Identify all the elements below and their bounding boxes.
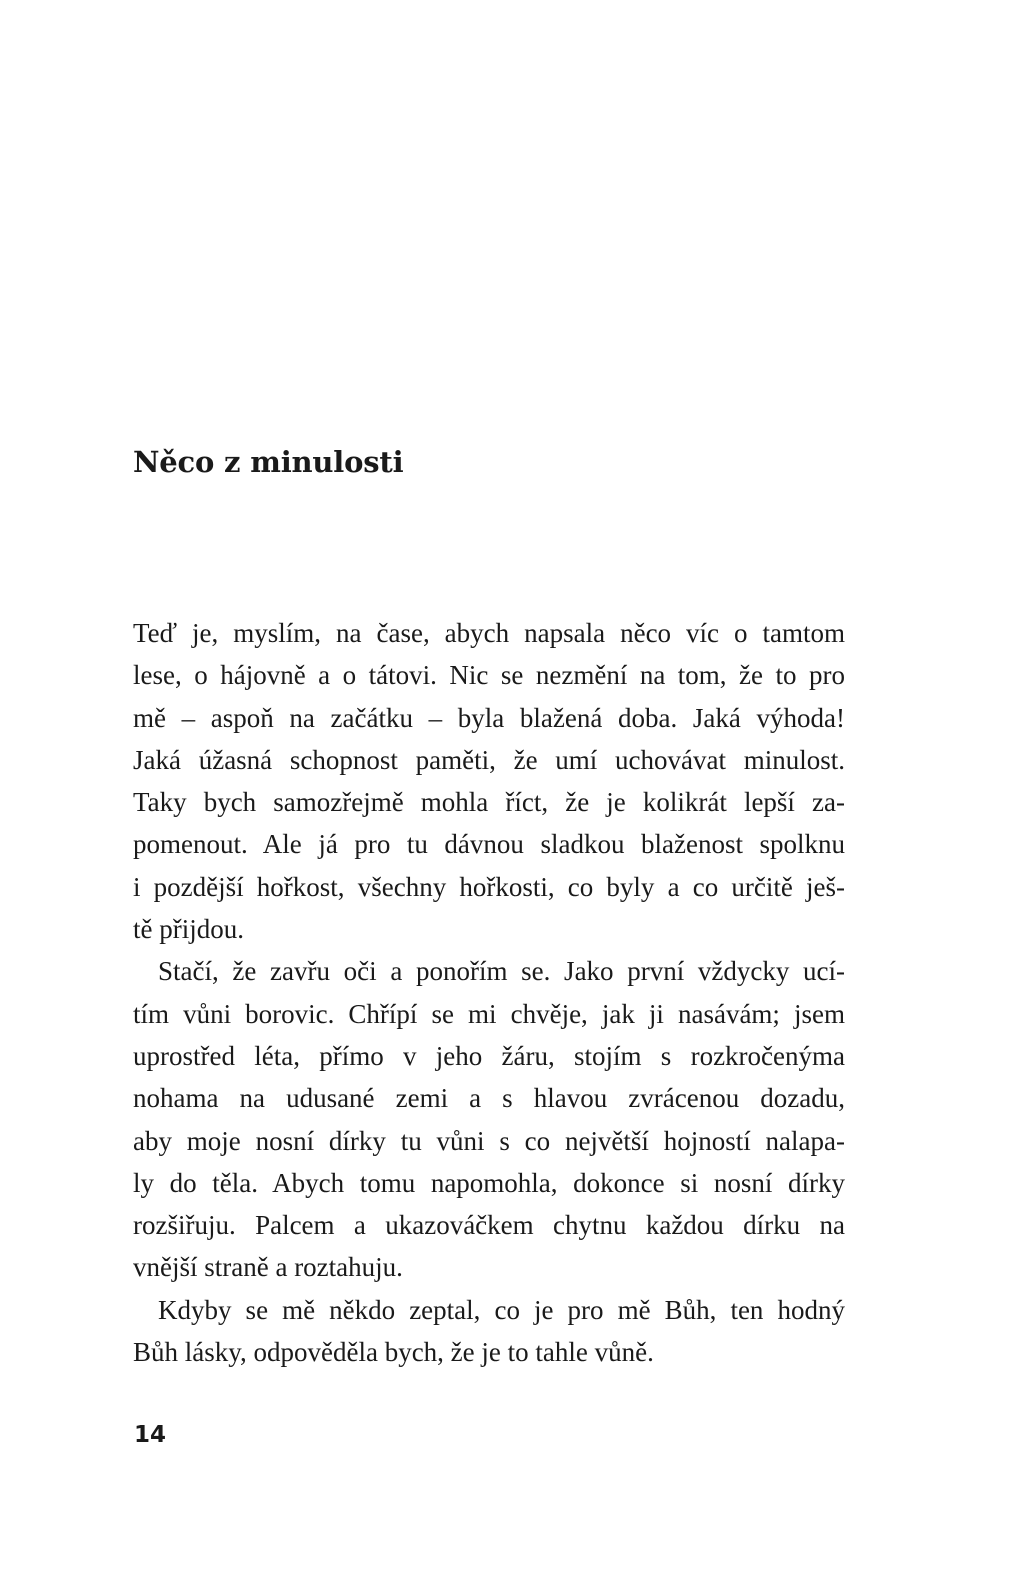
text-line: Stačí, že zavřu oči a ponořím se. Jako první vždycky ucí- xyxy=(158,956,845,987)
text-line: lese, o hájovně a o tátovi. Nic se nezmění na tom, že to pro xyxy=(133,660,845,691)
text-line: Bůh lásky, odpověděla bych, že je to tahle vůně. xyxy=(133,1337,654,1368)
text-line: uprostřed léta, přímo v jeho žáru, stojím s rozkročenýma xyxy=(133,1040,845,1071)
text-line: nohama na udusané zemi a s hlavou zvrácenou dozadu, xyxy=(133,1083,845,1114)
text-line: vnější straně a roztahuju. xyxy=(133,1252,403,1283)
text-line: Kdyby se mě někdo zeptal, co je pro mě Bůh, ten hodný xyxy=(158,1294,845,1325)
chapter-title: Něco z minulosti xyxy=(133,445,404,479)
text-line: ly do těla. Abych tomu napomohla, dokonce si nosní dírky xyxy=(133,1167,845,1198)
text-line: mě – aspoň na začátku – byla blažená doba. Jaká výhoda! xyxy=(133,702,845,733)
paragraph-1 xyxy=(133,612,845,950)
text-line: tím vůni borovic. Chřípí se mi chvěje, jak ji nasávám; jsem xyxy=(133,998,845,1029)
text-line: Jaká úžasná schopnost paměti, že umí uchovávat minulost. xyxy=(133,744,845,775)
text-line: Teď je, myslím, na čase, abych napsala něco víc o tamtom xyxy=(133,618,845,648)
paragraph-3 xyxy=(133,1289,845,1374)
paragraph-2 xyxy=(133,950,845,1288)
page-number: 14 xyxy=(134,1422,167,1448)
text-line: Taky bych samozřejmě mohla říct, že je kolikrát lepší za- xyxy=(133,787,845,818)
text-line: pomenout. Ale já pro tu dávnou sladkou blaženost spolknu xyxy=(133,829,845,860)
body-text xyxy=(133,612,845,1373)
text-line: aby moje nosní dírky tu vůni s co největší hojností nalapa- xyxy=(133,1125,845,1156)
text-line: i pozdější hořkost, všechny hořkosti, co byly a co určitě ješ- xyxy=(133,871,845,902)
text-line: rozšiřuju. Palcem a ukazováčkem chytnu každou dírku na xyxy=(133,1210,845,1241)
text-line: tě přijdou. xyxy=(133,914,244,945)
